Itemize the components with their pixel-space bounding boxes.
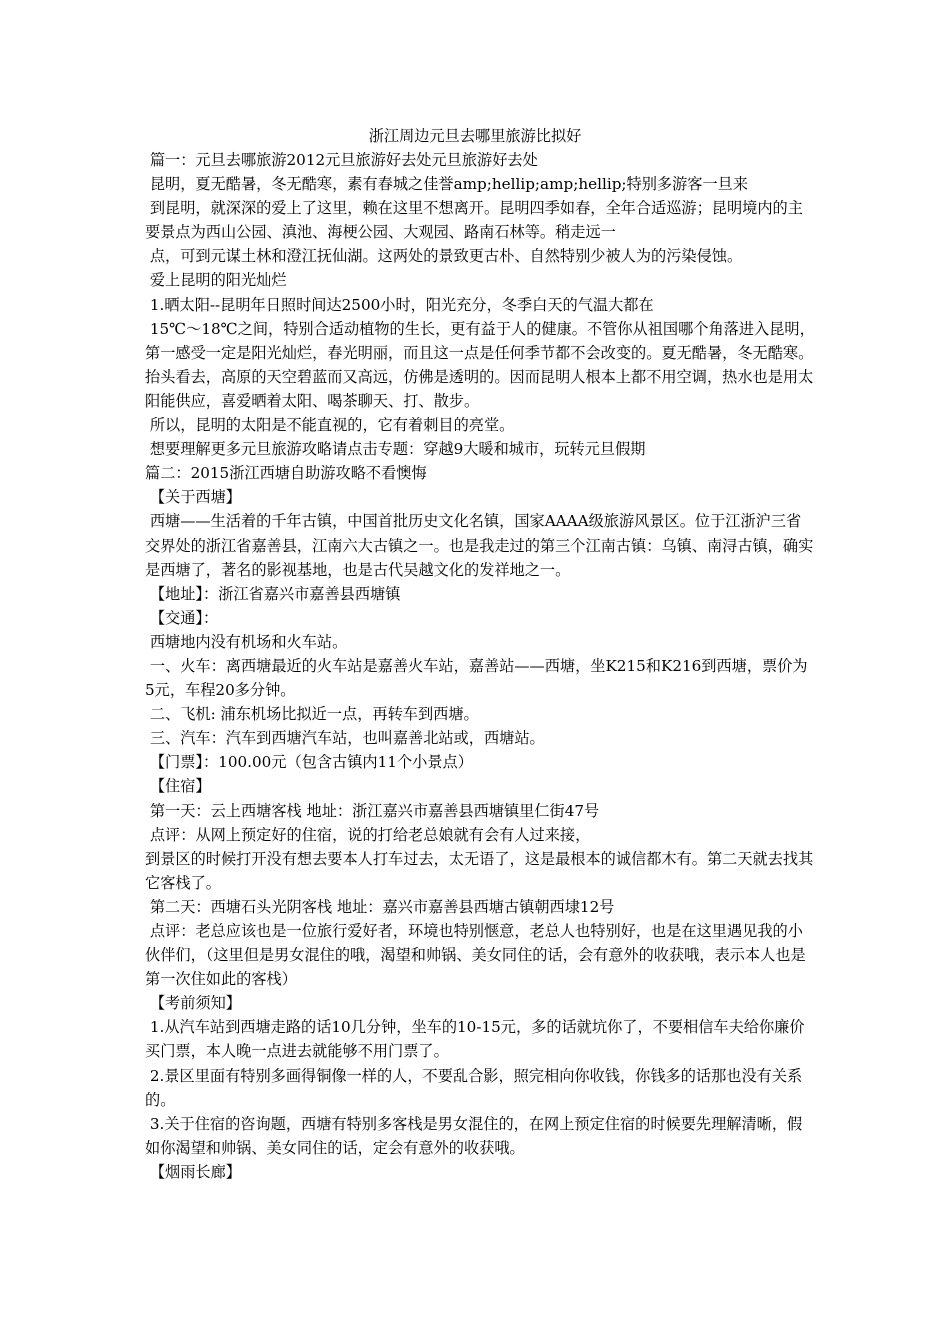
paragraph: 【交通】： (145, 608, 219, 627)
paragraph: 【地址】：浙江省嘉兴市嘉善县西塘镇 (145, 584, 401, 603)
paragraph: 【关于西塘】 (145, 488, 241, 507)
paragraph: 【考前须知】 (145, 994, 241, 1013)
paragraph: 到景区的时候打开没有想去要本人打车过去，太无语了，这是最根本的诚信都木有。第二天就去找其它客栈了。 (145, 849, 814, 892)
paragraph: 篇一：元旦去哪旅游2012元旦旅游好去处元旦旅游好去处 (145, 151, 538, 169)
paragraph: 一、火车：离西塘最近的火车站是嘉善火车站，嘉善站——西塘，坐K215和K216到西塘，票价为5元，车程20多分钟。 (145, 656, 808, 700)
document-body (145, 148, 815, 1184)
paragraph: 到昆明，就深深的爱上了这里，赖在这里不想离开。昆明四季如春，全年合适巡游；昆明境内的主要景点为西山公园、滇池、海梗公园、大观园、路南石林等。稍走远一 (145, 199, 803, 242)
paragraph: 三、汽车：汽车到西塘汽车站，也叫嘉善北站或，西塘站。 (145, 729, 545, 748)
document-title: 浙江周边元旦去哪里旅游比拟好 (368, 127, 582, 145)
paragraph: 点，可到元谋土林和澄江抚仙湖。这两处的景致更古朴、自然特别少被人为的污染侵蚀。 (145, 247, 743, 266)
paragraph: 所以，昆明的太阳是不能直视的，它有着刺目的亮堂。 (145, 416, 515, 435)
paragraph: 爱上昆明的阳光灿烂 (145, 271, 287, 290)
paragraph: 【烟雨长廊】 (145, 1162, 241, 1181)
paragraph: 点评：老总应该也是一位旅行爱好者，环境也特别惬意，老总人也特别好，也是在这里遇见我的小伙伴们，（这里但是男女混住的哦，渴望和帅锅、美女同住的话，会有意外的收获哦，表示本人也是第一次住如此的客栈） (145, 922, 806, 989)
paragraph: 第二天：西塘石头光阴客栈 地址：嘉兴市嘉善县西塘古镇朝西埭12号 (145, 897, 615, 916)
paragraph: 3.关于住宿的咨询题，西塘有特别多客栈是男女混住的，在网上预定住宿的时候要先理解清晰，假如你渴望和帅锅、美女同住的话，定会有意外的收获哦。 (145, 1114, 803, 1157)
paragraph: 西塘地内没有机场和火车站。 (145, 632, 348, 651)
paragraph: 西塘——生活着的千年古镇，中国首批历史文化名镇，国家AAAA级旅游风景区。位于江浙沪三省交界处的浙江省嘉善县，江南六大古镇之一。也是我走过的第三个江南古镇：乌镇、南浔古镇，确实是西塘了，著名的影视基地，也是古代吴越文化的发祥地之一。 (145, 512, 814, 579)
paragraph: 【住宿】 (145, 777, 211, 796)
paragraph: 昆明，夏无酷暑，冬无酷寒，素有春城之佳誉amp;hellip;amp;hellip;特别多游客一旦来 (145, 175, 749, 194)
paragraph: 15℃～18℃之间，特别合适动植物的生长，更有益于人的健康。不管你从祖国哪个角落进入昆明，第一感受一定是阳光灿烂，春光明丽，而且这一点是任何季节都不会改变的。夏无酷暑，冬无酷寒。抬头看去，高原的天空碧蓝而又高远，仿佛是透明的。因而昆明人根本上都不用空调，热水也是用太阳能供应，喜爱晒着太阳、喝茶聊天、打、散步。 (145, 319, 815, 410)
paragraph: 1.从汽车站到西塘走路的话10几分钟，坐车的10-15元，多的话就坑你了，不要相信车夫给你廉价买门票，本人晚一点进去就能够不用门票了。 (145, 1018, 805, 1061)
paragraph: 1.晒太阳--昆明年日照时间达2500小时，阳光充分，冬季白天的气温大都在 (145, 295, 654, 314)
paragraph: 二、飞机: 浦东机场比拟近一点，再转车到西塘。 (145, 705, 479, 724)
paragraph: 篇二：2015浙江西塘自助游攻略不看懊悔 (145, 464, 427, 483)
paragraph: 【门票】：100.00元（包含古镇内11个小景点） (145, 753, 473, 772)
paragraph: 第一天：云上西塘客栈 地址：浙江嘉兴市嘉善县西塘镇里仁街47号 (145, 801, 600, 820)
paragraph: 想要理解更多元旦旅游攻略请点击专题：穿越9大暖和城市，玩转元旦假期 (145, 440, 646, 459)
paragraph: 点评：从网上预定好的住宿，说的打给老总娘就有会有人过来接， (145, 825, 591, 844)
paragraph: 2.景区里面有特别多画得铜像一样的人，不要乱合影，照完相向你收钱，你钱多的话那也没有关系的。 (145, 1066, 803, 1109)
